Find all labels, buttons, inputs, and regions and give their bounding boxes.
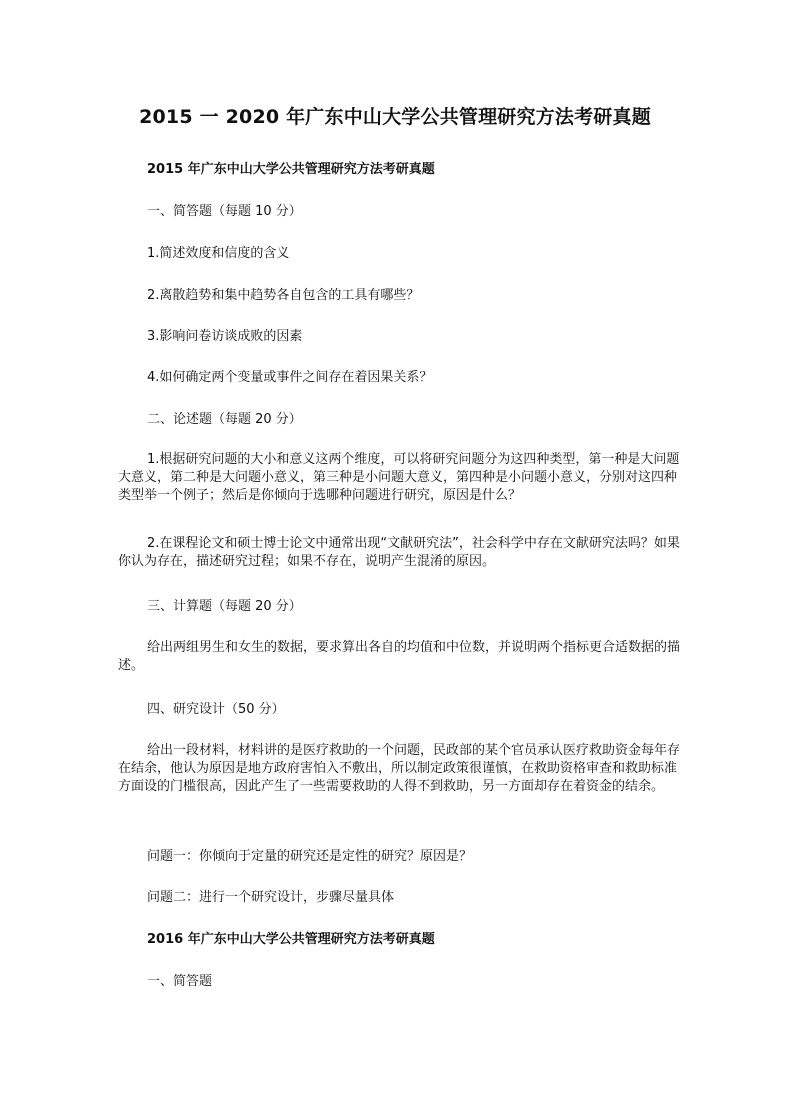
question-2-2: 2.在课程论文和硕士博士论文中通常出现“文献研究法”，社会科学中存在文献研究法吗？如果你认为存在，描述研究过程；如果不存在，说明产生混淆的原因。 bbox=[118, 536, 680, 569]
section-heading-2015: 2015 年广东中山大学公共管理研究方法考研真题 bbox=[147, 162, 435, 177]
question-1-2: 2.离散趋势和集中趋势各自包含的工具有哪些？ bbox=[147, 288, 420, 303]
part2-heading-2015: 二、论述题（每题 20 分） bbox=[147, 412, 302, 427]
part1-heading-2016: 一、简答题 bbox=[147, 974, 213, 989]
part4-heading-2015: 四、研究设计（50 分） bbox=[147, 702, 285, 717]
part3-text: 给出两组男生和女生的数据，要求算出各自的均值和中位数，并说明两个指标更合适数据的描述。 bbox=[118, 640, 681, 673]
part1-heading-2015: 一、简答题（每题 10 分） bbox=[147, 204, 302, 219]
question-2-1: 1.根据研究问题的大小和意义这两个维度，可以将研究问题分为这四种类型，第一种是大问题大意义，第二种是大问题小意义，第三种是小问题大意义，第四种是小问题小意义，分别对这四种类型举一个例子；然后是你倾向于选哪种问题进行研究，原因是什么？ bbox=[118, 452, 680, 503]
part3-heading-2015: 三、计算题（每题 20 分） bbox=[147, 599, 302, 614]
part4-question-2: 问题二：进行一个研究设计，步骤尽量具体 bbox=[147, 890, 395, 905]
section-heading-2016: 2016 年广东中山大学公共管理研究方法考研真题 bbox=[147, 932, 435, 947]
page-title: 2015 一 2020 年广东中山大学公共管理研究方法考研真题 bbox=[139, 106, 651, 128]
question-1-3: 3.影响问卷访谈成败的因素 bbox=[147, 329, 303, 344]
question-1-1: 1.简述效度和信度的含义 bbox=[147, 246, 290, 261]
part4-question-1: 问题一：你倾向于定量的研究还是定性的研究？原因是？ bbox=[147, 849, 473, 864]
question-1-4: 4.如何确定两个变量或事件之间存在着因果关系？ bbox=[147, 370, 433, 385]
part4-text: 给出一段材料，材料讲的是医疗救助的一个问题，民政部的某个官员承认医疗救助资金每年存在结余，他认为原因是地方政府害怕入不敷出，所以制定政策很谨慎，在救助资格审查和救助标准方面设的门槛很高，因此产生了一些需要救助的人得不到救助，另一方面却存在着资金的结余。 bbox=[118, 743, 681, 794]
